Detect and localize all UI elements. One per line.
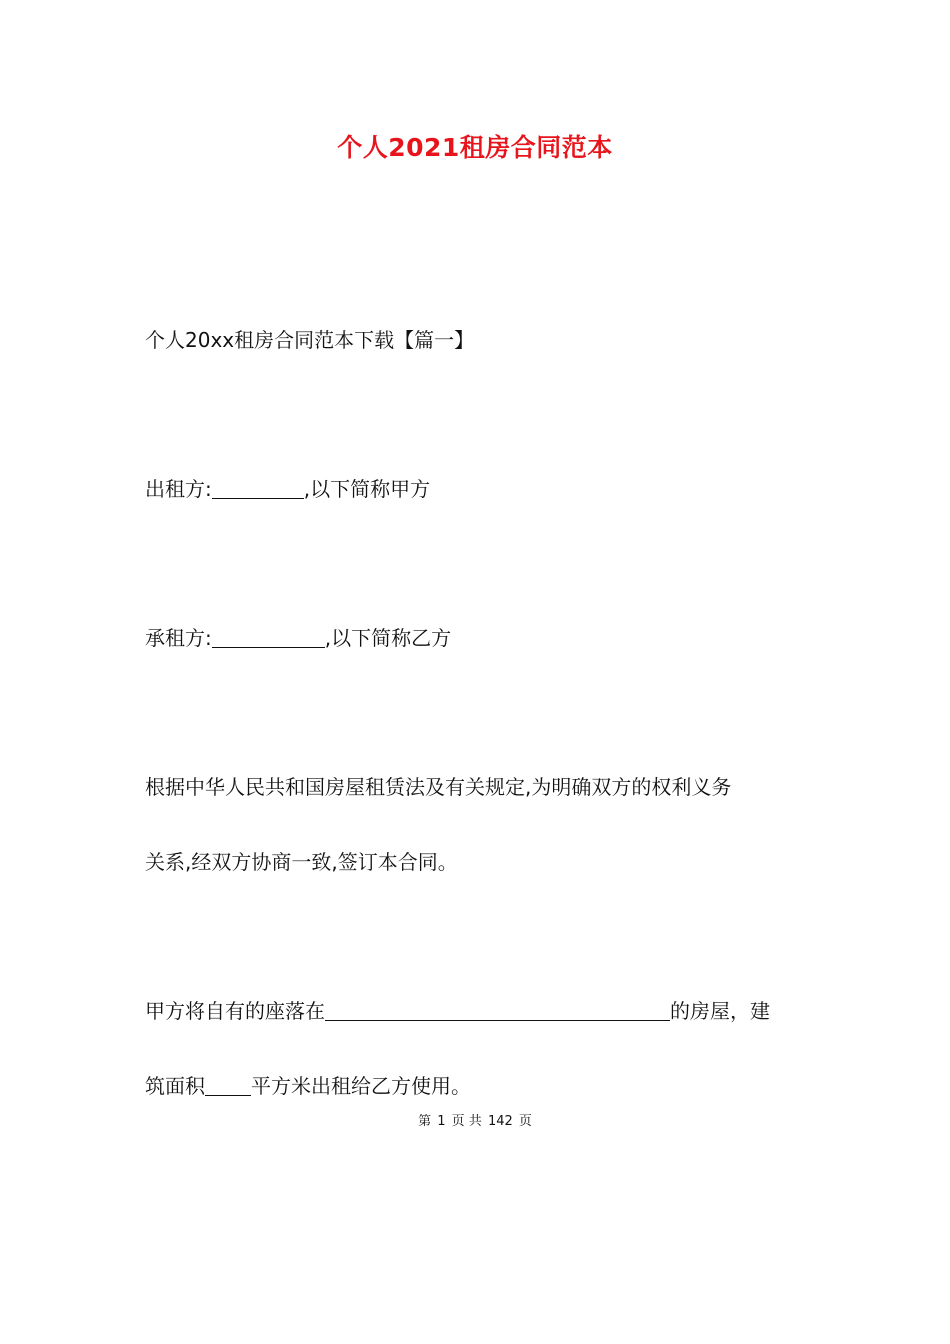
- section-heading: 个人20xx租房合同范本下载【篇一】: [145, 328, 475, 352]
- lessee-line: [145, 623, 451, 653]
- lessee-suffix: ,以下简称乙方: [324, 626, 452, 650]
- footer-suffix: 页: [518, 1114, 532, 1129]
- preamble-line-2: 关系,经双方协商一致,签订本合同。: [145, 850, 458, 874]
- lessor-line: [145, 474, 430, 504]
- area-blank: [205, 1073, 251, 1096]
- page-footer: [0, 1112, 950, 1132]
- lessor-blank: [212, 476, 304, 499]
- lessee-blank: [212, 625, 325, 648]
- lessor-label: 出租方:: [145, 477, 212, 501]
- total-pages-number: 142: [487, 1114, 513, 1129]
- clause-1-line2-suffix: 平方米出租给乙方使用。: [251, 1074, 471, 1098]
- footer-mid: 页 共: [451, 1114, 482, 1129]
- address-blank: [325, 998, 670, 1021]
- clause-1-prefix: 甲方将自有的座落在: [145, 999, 325, 1023]
- clause-1-line-1: [145, 996, 770, 1026]
- document-title: 个人2021租房合同范本: [337, 133, 613, 162]
- clause-1-line2-prefix: 筑面积: [145, 1074, 205, 1098]
- footer-prefix: 第: [418, 1114, 432, 1129]
- current-page-number: 1: [437, 1114, 446, 1129]
- clause-1-suffix: 的房屋，建: [670, 999, 770, 1023]
- clause-1-line-2: [145, 1071, 471, 1101]
- preamble-line-1: 根据中华人民共和国房屋租赁法及有关规定,为明确双方的权利义务: [145, 775, 732, 799]
- lessee-label: 承租方:: [145, 626, 212, 650]
- lessor-suffix: ,以下简称甲方: [303, 477, 431, 501]
